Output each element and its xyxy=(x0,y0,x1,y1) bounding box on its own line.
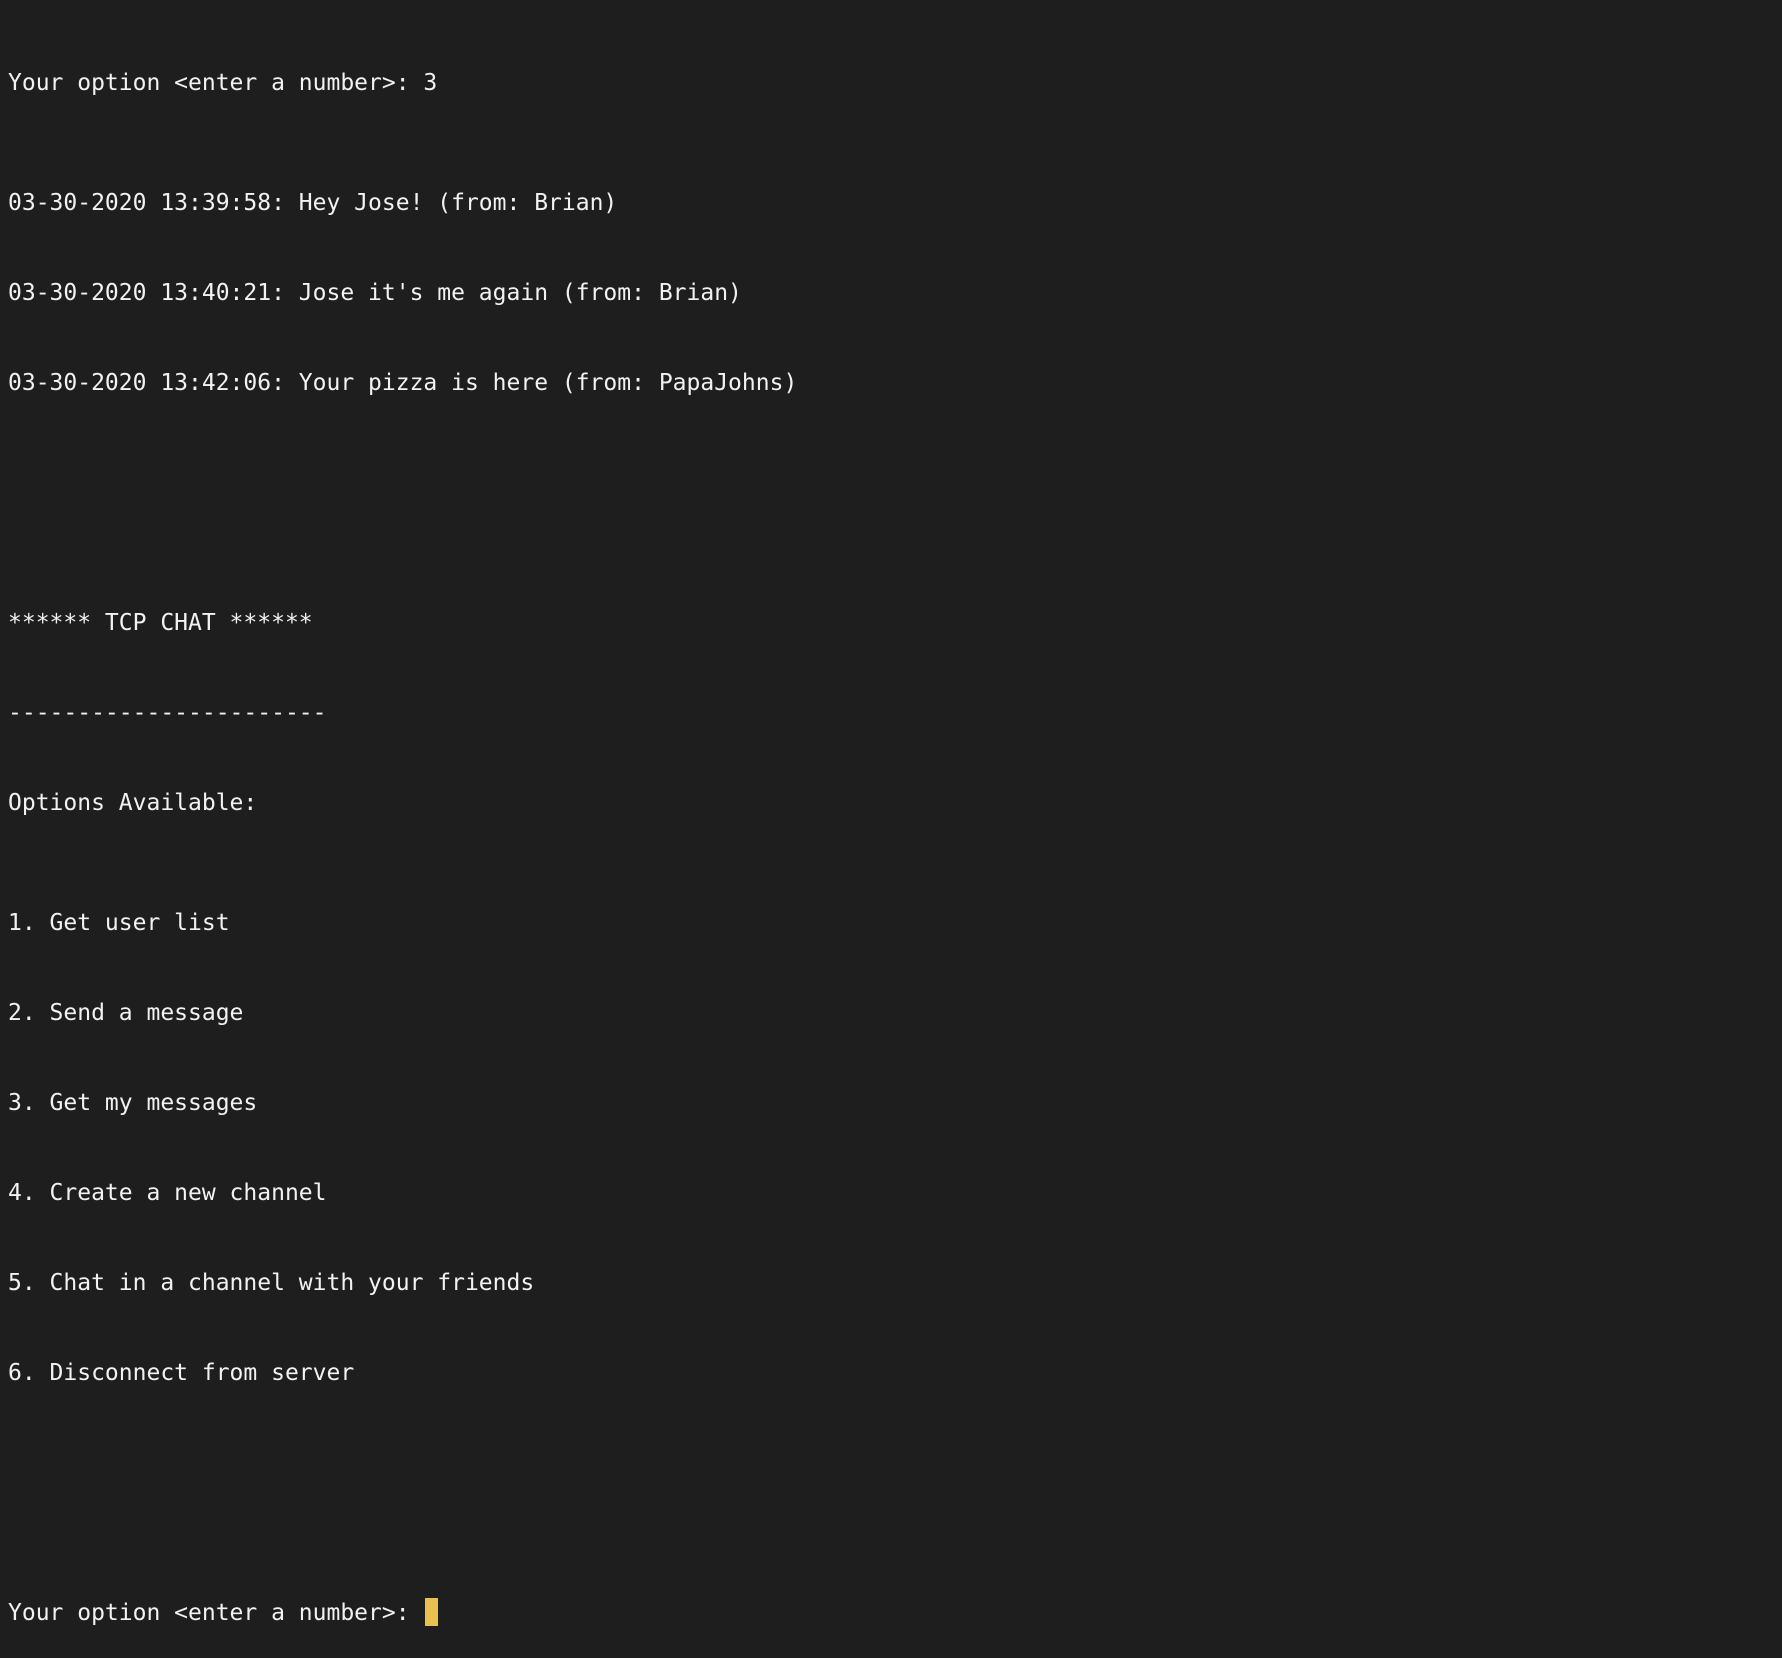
options-heading: Options Available: xyxy=(8,790,258,816)
option-item: 3. Get my messages xyxy=(8,1090,258,1116)
option-item: 4. Create a new channel xyxy=(8,1180,327,1206)
current-prompt-line[interactable] xyxy=(8,1598,1782,1628)
option-item: 1. Get user list xyxy=(8,910,230,936)
option-item: 2. Send a message xyxy=(8,1000,244,1026)
menu-divider: ----------------------- xyxy=(8,700,327,726)
blank-line xyxy=(8,488,1782,518)
option-item: 5. Chat in a channel with your friends xyxy=(8,1270,535,1296)
previous-prompt: Your option <enter a number>: 3 xyxy=(8,70,438,96)
option-item: 6. Disconnect from server xyxy=(8,1360,355,1386)
message-line: 03-30-2020 13:40:21: Jose it's me again (from: Brian) xyxy=(8,280,742,306)
chat-title: ****** TCP CHAT ****** xyxy=(8,610,313,636)
current-prompt: Your option <enter a number>: xyxy=(8,1600,424,1626)
message-line: 03-30-2020 13:42:06: Your pizza is here (from: PapaJohns) xyxy=(8,370,798,396)
text-cursor[interactable] xyxy=(425,1598,438,1626)
message-line: 03-30-2020 13:39:58: Hey Jose! (from: Brian) xyxy=(8,190,618,216)
blank-line xyxy=(8,1478,1782,1508)
